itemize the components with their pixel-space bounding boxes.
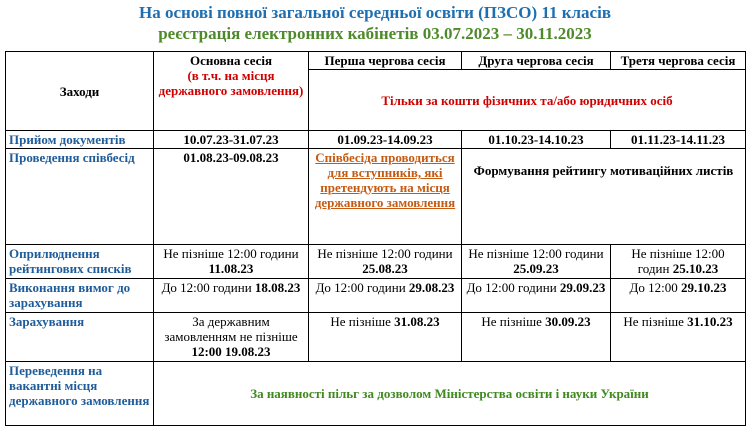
row-label-enrollment: Зарахування xyxy=(6,313,154,362)
cell-enrollment-third xyxy=(611,313,746,362)
paid-only-note: Тільки за кошти фізичних та/або юридичних осіб xyxy=(309,70,746,131)
table-row xyxy=(6,279,746,313)
header-main-session xyxy=(154,52,309,131)
cell-publish-second xyxy=(462,245,611,279)
enrollment-main-prefix: За державним замовленням не пізніше xyxy=(164,314,298,344)
table-row xyxy=(6,245,746,279)
main-session-note: (в т.ч. на місця державного замовлення) xyxy=(158,68,304,98)
header-subtitle: реєстрація електронних кабінетів 03.07.2023 – 30.11.2023 xyxy=(158,24,592,43)
cell-transfer-note: За наявності пільг за дозволом Міністерства освіти і науки України xyxy=(154,362,746,426)
header-measures: Заходи xyxy=(6,52,154,131)
cell-interviews-first: Співбесіда проводиться для вступників, які претендують на місця державного замовлення xyxy=(309,149,462,245)
enrollment-main-date: 12:00 19.08.23 xyxy=(191,344,271,359)
requirements-main-prefix: До 12:00 години xyxy=(161,280,255,295)
table-row xyxy=(6,313,746,362)
requirements-first-date: 29.08.23 xyxy=(408,280,455,295)
requirements-third-date: 29.10.23 xyxy=(680,280,727,295)
cell-requirements-first xyxy=(309,279,462,313)
requirements-first-prefix: До 12:00 години xyxy=(315,280,409,295)
publish-second-prefix: Не пізніше 12:00 години xyxy=(468,246,604,261)
cell-requirements-second xyxy=(462,279,611,313)
cell-docs-second: 01.10.23-14.10.23 xyxy=(462,131,611,149)
row-label-docs: Прийом документів xyxy=(6,131,154,149)
cell-publish-main xyxy=(154,245,309,279)
requirements-main-date: 18.08.23 xyxy=(254,280,301,295)
cell-enrollment-first xyxy=(309,313,462,362)
header-third-session: Третя чергова сесія xyxy=(611,52,746,70)
enrollment-third-prefix: Не пізніше xyxy=(623,314,688,329)
cell-interviews-rating: Формування рейтингу мотиваційних листів xyxy=(462,149,746,245)
enrollment-second-prefix: Не пізніше xyxy=(481,314,546,329)
row-label-requirements: Виконання вимог до зарахування xyxy=(6,279,154,313)
publish-third-prefix: Не пізніше 12:00 годин xyxy=(631,246,725,276)
publish-first-date: 25.08.23 xyxy=(362,261,408,276)
cell-interviews-main: 01.08.23-09.08.23 xyxy=(154,149,309,245)
enrollment-third-date: 31.10.23 xyxy=(687,314,733,329)
enrollment-first-date: 31.08.23 xyxy=(394,314,440,329)
publish-second-date: 25.09.23 xyxy=(513,261,559,276)
table-header-row xyxy=(6,52,746,70)
schedule-table xyxy=(5,51,746,426)
table-row xyxy=(6,131,746,149)
header-second-session: Друга чергова сесія xyxy=(462,52,611,70)
cell-enrollment-second xyxy=(462,313,611,362)
table-row xyxy=(6,149,746,245)
requirements-second-prefix: До 12:00 години xyxy=(466,280,560,295)
publish-main-date: 11.08.23 xyxy=(208,261,254,276)
main-session-label: Основна сесія xyxy=(189,53,273,68)
cell-enrollment-main xyxy=(154,313,309,362)
cell-publish-first xyxy=(309,245,462,279)
row-label-interviews: Проведення співбесід xyxy=(6,149,154,245)
table-row xyxy=(6,362,746,426)
cell-docs-third: 01.11.23-14.11.23 xyxy=(611,131,746,149)
enrollment-first-prefix: Не пізніше xyxy=(330,314,395,329)
cell-docs-first: 01.09.23-14.09.23 xyxy=(309,131,462,149)
header-title: На основі повної загальної середньої освіти (ПЗСО) 11 класів xyxy=(139,3,611,22)
requirements-second-date: 29.09.23 xyxy=(559,280,606,295)
row-label-transfer: Переведення на вакантні місця державного замовлення xyxy=(6,362,154,426)
publish-third-date: 25.10.23 xyxy=(672,261,719,276)
cell-publish-third xyxy=(611,245,746,279)
row-label-publish: Оприлюднення рейтингових списків xyxy=(6,245,154,279)
publish-first-prefix: Не пізніше 12:00 години xyxy=(317,246,453,261)
enrollment-second-date: 30.09.23 xyxy=(545,314,591,329)
requirements-third-prefix: До 12:00 xyxy=(629,280,681,295)
publish-main-prefix: Не пізніше 12:00 години xyxy=(163,246,299,261)
cell-requirements-third xyxy=(611,279,746,313)
cell-docs-main: 10.07.23-31.07.23 xyxy=(154,131,309,149)
cell-requirements-main xyxy=(154,279,309,313)
header-first-session: Перша чергова сесія xyxy=(309,52,462,70)
